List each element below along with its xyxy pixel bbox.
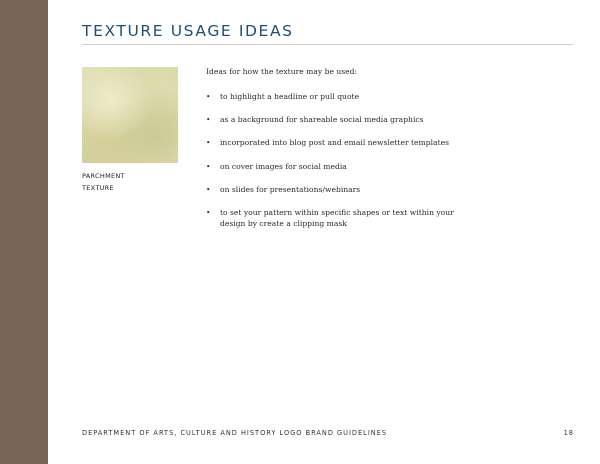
left-side-band xyxy=(0,0,48,464)
list-item xyxy=(206,207,476,229)
list-item xyxy=(206,114,476,125)
list-item xyxy=(206,161,476,172)
usage-ideas-content xyxy=(206,66,476,241)
usage-ideas-list xyxy=(206,91,476,229)
bullet-icon: • xyxy=(206,207,211,217)
bullet-icon: • xyxy=(206,92,211,101)
page-title: TEXTURE USAGE IDEAS xyxy=(82,22,294,40)
bullet-icon: • xyxy=(206,161,211,171)
bullet-icon: • xyxy=(206,138,211,148)
swatch-caption-line1: PARCHMENT xyxy=(82,172,125,180)
intro-text: Ideas for how the texture may be used: xyxy=(206,67,358,76)
list-item-text: on slides for presentations/webinars xyxy=(220,184,361,194)
title-divider xyxy=(82,44,573,45)
list-item xyxy=(206,184,476,195)
swatch-caption xyxy=(82,170,125,194)
swatch-caption-line2: TEXTURE xyxy=(82,184,114,192)
list-item xyxy=(206,137,476,148)
list-item-text: on cover images for social media xyxy=(220,161,347,171)
list-item-text: incorporated into blog post and email newsletter templates xyxy=(220,138,450,148)
parchment-texture-swatch xyxy=(82,67,178,163)
list-item-text: to set your pattern within specific shapes or text within your design by create a clipping mask xyxy=(220,207,454,228)
list-item-text: to highlight a headline or pull quote xyxy=(220,92,360,101)
page-number: 18 xyxy=(563,429,574,437)
footer-document-title: DEPARTMENT OF ARTS, CULTURE AND HISTORY LOGO BRAND GUIDELINES xyxy=(82,429,388,437)
list-item xyxy=(206,91,476,102)
bullet-icon: • xyxy=(206,184,211,194)
list-item-text: as a background for shareable social media graphics xyxy=(220,115,424,125)
bullet-icon: • xyxy=(206,115,211,125)
